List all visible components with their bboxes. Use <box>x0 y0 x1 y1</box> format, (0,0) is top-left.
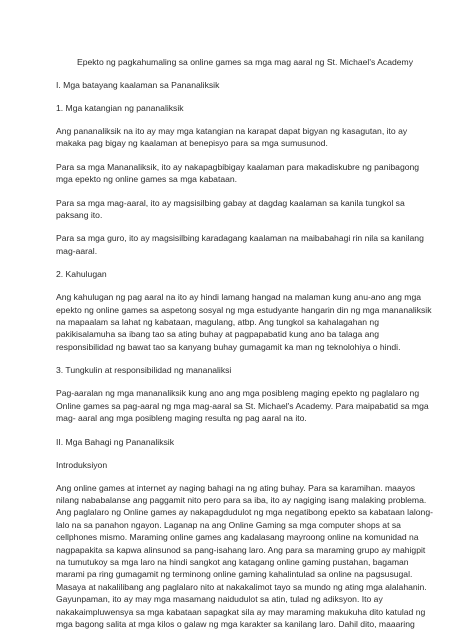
paragraph-6: Pag-aaralan ng mga mananaliksik kung ano ang mga posibleng maging epekto ng paglalaro ng Online games sa pag-aaral ng mga mag-aaral sa St. Michael's Academy. Para maipabatid sa mga mag- aaral ang mga posibleng maging resulta ng pag aaral na ito. <box>56 388 429 424</box>
subheading-katangian: 1. Mga katangian ng pananaliksik <box>56 103 184 113</box>
subheading-kahulugan: 2. Kahulugan <box>56 269 107 280</box>
paragraph-3: Para sa mga mag-aaral, ito ay magsisilbing gabay at dagdag kaalaman sa kanila tungkol sa paksang ito. <box>56 197 405 221</box>
paragraph-5: Ang kahulugan ng pag aaral na ito ay hindi lamang hangad na malaman kung anu-ano ang mga epekto ng online games sa aspetong sosyal ng mga estudyante hangarin din ng mga mananaliksik na mapaalam sa lahat ng kabataan, magulang, atbp. Ang tungkol sa kahalagahan ng pakikisalamuha sa ibang tao sa ating buhay at pagpapabatid kung ano ba talaga ang responsibilidad ng bawat tao sa kanyang buhay gumagamit ka man ng teknolohiya o hindi. <box>56 292 432 352</box>
subheading-introduksiyon: Introduksiyon <box>56 459 108 470</box>
paragraph-4: Para sa mga guro, ito ay magsisilbing karadagang kaalaman na maibabahagi rin nila sa kanilang mag-aaral. <box>56 233 424 256</box>
paragraph-1: Ang pananaliksik na ito ay may mga katangian na karapat dapat bigyan ng kasagutan, ito ay makaka pag bigay ng kaalaman at benepisyo para sa mga sumusunod. <box>56 126 408 149</box>
paragraph-7: Ang online games at internet ay naging bahagi na ng ating buhay. Para sa karamihan. maayos nilang nababalanse ang paggamit nito pero para sa iba, ito ay nagiging isang malaking problema. Ang paglalaro ng Online games ay nakapagdudulot ng mga negatibong epekto sa kabataan lalong-lalo na sa panahon ngayon. Laganap na ang Online Gaming sa mga computer shops at sa cellphones mismo. Maraming online games ang kadalasang mayroong online na komunidad na nagpapakita sa kapwa alinsunod sa pang-isahang laro. Ang para sa maraming grupo ay mahigpit na tumutukoy sa mga laro na hindi sangkot ang katagang online gaming pustahan, bagaman marami pa ring gumagamit ng terminong online gaming kahalintulad sa online na pagsusugal. Masaya at nakalilibang ang paglalaro nito at nakakalimot tayo sa mundo ng ating mga alalahanin. Gayunpaman, ito ay may mga masamang naidudulot sa atin, tulad ng adiksyon. Ito ay nakakaimpluwensya sa mga kabataan sapagkat sila ay may maraming makukuha dito katulad ng mga bagong salita at mga kilos o galaw ng mga karakter sa kanilang laro. Dahil dito, maaaring <box>56 482 433 629</box>
section-heading-1: I. Mga batayang kaalaman sa Pananaliksik <box>56 80 220 90</box>
document-title: Epekto ng pagkahumaling sa online games sa mga mag aaral ng St. Michael's Academy <box>76 57 414 67</box>
paragraph-2: Para sa mga Mananaliksik, ito ay nakapagbibigay kaalaman para makadiskubre ng panibagong mga epekto ng online games sa mga kabataan. <box>56 161 420 185</box>
section-heading-2: II. Mga Bahagi ng Pananaliksik <box>56 436 174 447</box>
subheading-tungkulin: 3. Tungkulin at responsibilidad ng mananaliksi <box>56 365 232 376</box>
